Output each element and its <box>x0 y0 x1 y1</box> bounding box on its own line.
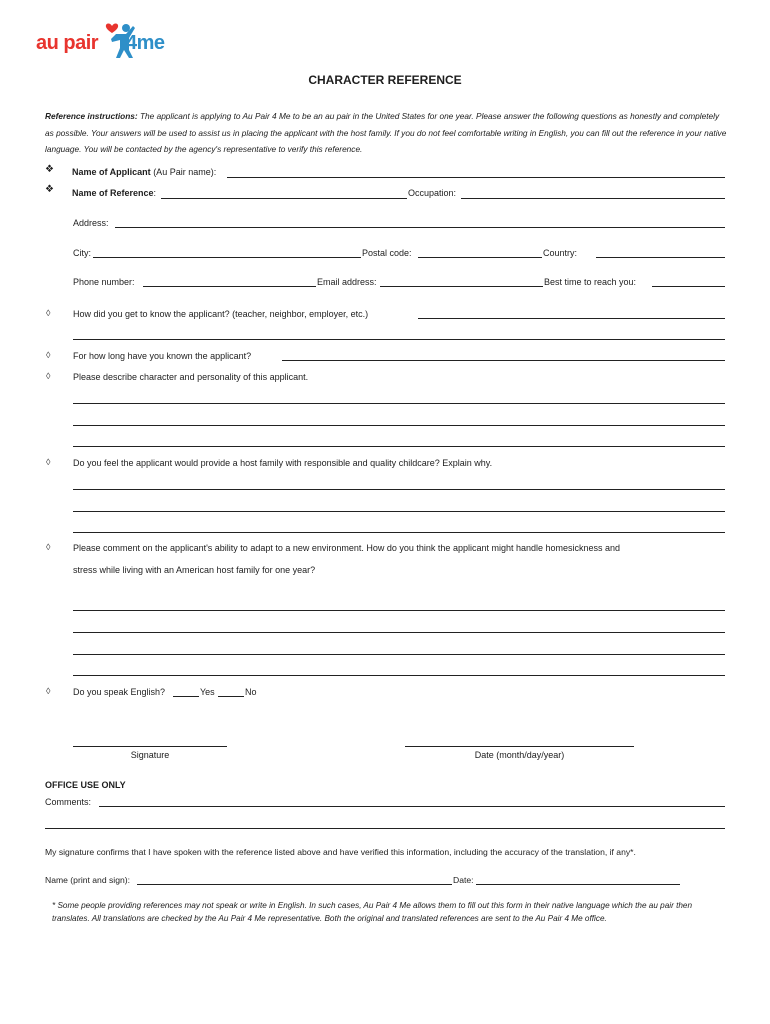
reference-name-field[interactable] <box>161 198 407 199</box>
question-adapt-line-2: stress while living with an American host family for one year? <box>73 565 316 575</box>
answer-character-line-3[interactable] <box>73 446 725 447</box>
small-diamond-icon: ◊ <box>46 350 51 360</box>
english-no-blank[interactable] <box>218 696 244 697</box>
email-address-field[interactable] <box>380 286 543 287</box>
english-no-label: No <box>245 687 257 697</box>
logo-text-au-pair: au pair <box>36 32 99 54</box>
confirmation-statement: My signature confirms that I have spoken with the reference listed above and have verified this information, including the accuracy of the translation, if any*. <box>45 847 636 857</box>
answer-adapt-line-2[interactable] <box>73 632 725 633</box>
comments-field-line-2[interactable] <box>45 828 725 829</box>
answer-adapt-line-3[interactable] <box>73 654 725 655</box>
answer-adapt-line-1[interactable] <box>73 610 725 611</box>
question-how-long: For how long have you known the applicant? <box>73 351 252 361</box>
small-diamond-icon: ◊ <box>46 371 51 381</box>
answer-childcare-line-2[interactable] <box>73 511 725 512</box>
occupation-label: Occupation: <box>408 188 457 198</box>
answer-how-know-line-1[interactable] <box>418 318 725 319</box>
comments-field-line-1[interactable] <box>99 806 725 807</box>
answer-character-line-2[interactable] <box>73 425 725 426</box>
best-time-field[interactable] <box>652 286 725 287</box>
answer-childcare-line-3[interactable] <box>73 532 725 533</box>
instructions-label: Reference instructions: <box>45 111 138 121</box>
reference-instructions <box>45 108 730 158</box>
address-label: Address: <box>73 218 109 228</box>
email-address-label: Email address: <box>317 277 377 287</box>
address-field[interactable] <box>115 227 725 228</box>
country-label: Country: <box>543 248 578 258</box>
signature-field[interactable] <box>73 746 227 747</box>
translation-footnote: * Some people providing references may not speak or write in English. In such cases, Au Pair 4 Me allows them to fill out this form in their native language which the au pair then translates. All translations are checked by the Au Pair 4 Me representative. Both the original and translated references are sent to the Au Pair 4 Me office. <box>52 901 693 923</box>
date-field[interactable] <box>405 746 634 747</box>
page-title: CHARACTER REFERENCE <box>308 73 462 87</box>
question-childcare: Do you feel the applicant would provide a host family with responsible and quality childcare? Explain why. <box>73 458 493 468</box>
small-diamond-icon: ◊ <box>46 686 51 696</box>
occupation-field[interactable] <box>461 198 725 199</box>
question-character: Please describe character and personality of this applicant. <box>73 372 309 382</box>
signature-label: Signature <box>130 750 170 760</box>
city-label: City: <box>73 248 91 258</box>
office-date-field[interactable] <box>476 884 680 885</box>
postal-code-field[interactable] <box>418 257 542 258</box>
best-time-label: Best time to reach you: <box>544 277 637 287</box>
reference-name-label: Name of Reference: <box>72 188 157 198</box>
answer-childcare-line-1[interactable] <box>73 489 725 490</box>
postal-code-label: Postal code: <box>362 248 412 258</box>
answer-character-line-1[interactable] <box>73 403 725 404</box>
country-field[interactable] <box>596 257 725 258</box>
question-how-know: How did you get to know the applicant? (teacher, neighbor, employer, etc.) <box>73 309 369 319</box>
english-yes-label: Yes <box>200 687 215 697</box>
question-adapt-line-1: Please comment on the applicant's ability to adapt to a new environment. How do you think the applicant might handle homesickness and <box>73 543 621 553</box>
name-print-sign-field[interactable] <box>137 884 452 885</box>
name-print-sign-label: Name (print and sign): <box>45 875 131 885</box>
phone-number-label: Phone number: <box>73 277 135 287</box>
office-use-heading: OFFICE USE ONLY <box>45 780 126 790</box>
small-diamond-icon: ◊ <box>46 457 51 467</box>
office-date-label: Date: <box>453 875 474 885</box>
applicant-name-label: Name of Applicant (Au Pair name): <box>72 167 217 177</box>
question-speak-english: Do you speak English? <box>73 687 166 697</box>
date-label: Date (month/day/year) <box>474 750 565 760</box>
phone-number-field[interactable] <box>143 286 316 287</box>
city-field[interactable] <box>93 257 361 258</box>
logo-text-4me: 4me <box>126 32 165 54</box>
answer-adapt-line-4[interactable] <box>73 675 725 676</box>
comments-label: Comments: <box>45 797 92 807</box>
english-yes-blank[interactable] <box>173 696 199 697</box>
small-diamond-icon: ◊ <box>46 308 51 318</box>
diamond-bullet-icon: ❖ <box>45 184 54 195</box>
answer-how-long[interactable] <box>282 360 725 361</box>
small-diamond-icon: ◊ <box>46 542 51 552</box>
answer-how-know-line-2[interactable] <box>73 339 725 340</box>
instructions-text: The applicant is applying to Au Pair 4 Me to be an au pair in the United States for one year. Please answer the following questions as honestly and completely as possible. Your answers will be used to assist us in placing the applicant with the host family. If you do not feel comfortable writing in English, you can fill out the reference in your native language. You will be contacted by the agency's representative to verify this reference. <box>45 111 727 154</box>
diamond-bullet-icon: ❖ <box>45 164 54 175</box>
au-pair-4-me-logo <box>36 18 186 66</box>
applicant-name-field[interactable] <box>227 177 725 178</box>
